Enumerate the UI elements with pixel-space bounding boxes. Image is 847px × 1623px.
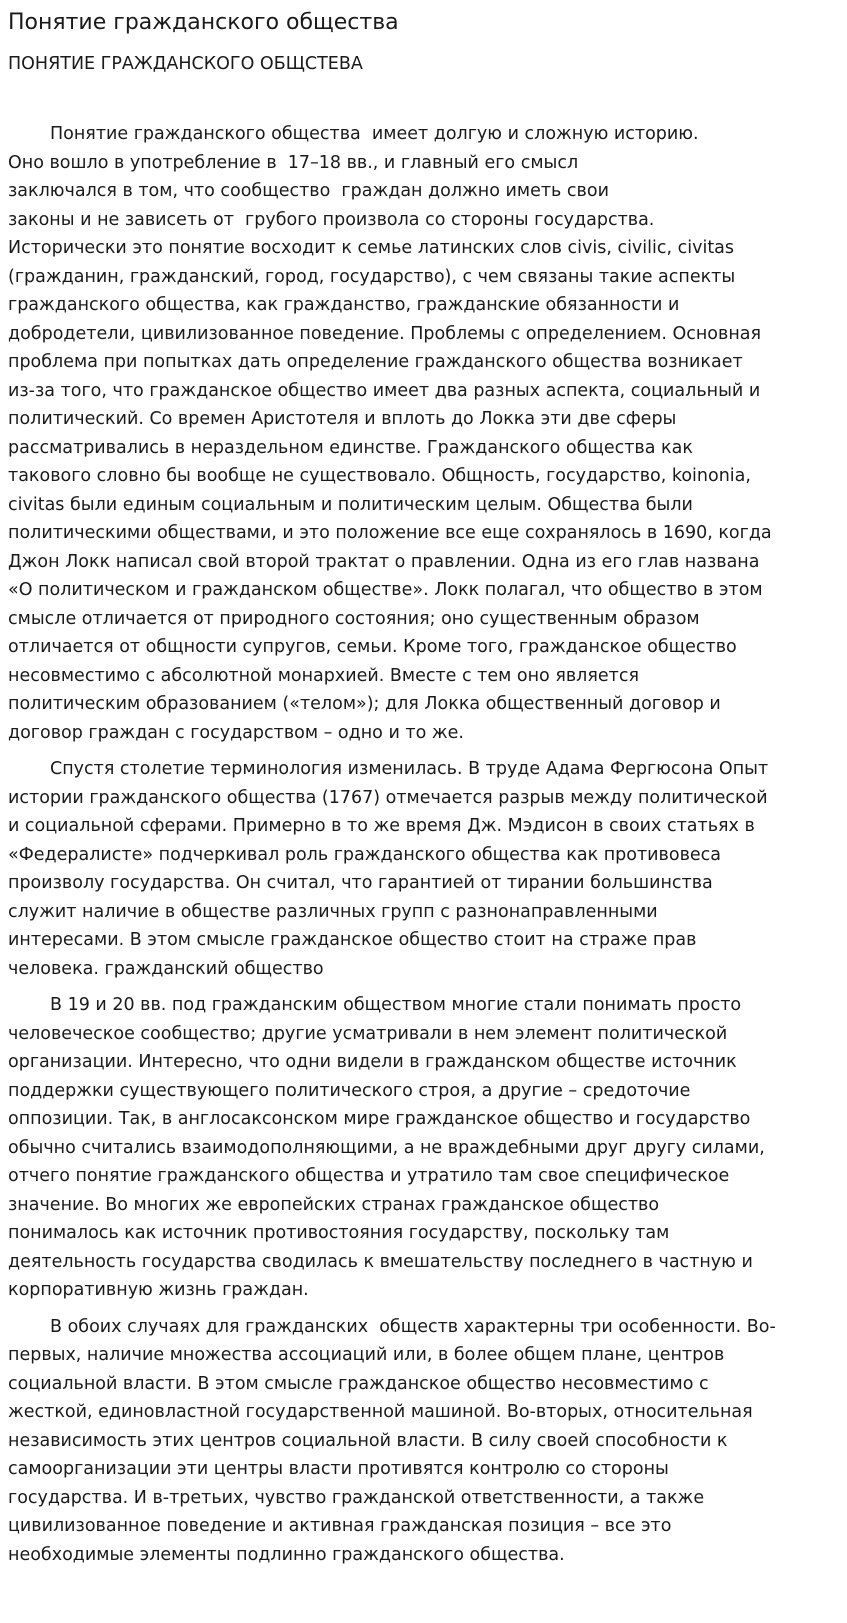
paragraph [8,120,839,747]
paragraph-line: необходимые элементы подлинно гражданского общества. [8,1544,565,1565]
paragraph-line: (гражданин, гражданский, город, государство), с чем связаны такие аспекты [8,266,736,287]
paragraph-line: civitas были единым социальным и политическим целым. Общества были [8,494,693,515]
paragraph-line: цивилизованное поведение и активная гражданская позиция – все это [8,1516,672,1536]
paragraph-line: оппозиции. Так, в англосаксонском мире гражданское общество и государство [8,1109,751,1129]
paragraph-line: истории гражданского общества (1767) отмечается разрыв между политической [8,787,768,808]
paragraph-line: Оно вошло в употребление в 17–18 вв., и главный его смысл [8,152,579,173]
paragraph-line: рассматривались в нераздельном единстве. Гражданского общества как [8,437,693,458]
paragraph-line: Спустя столетие терминология изменилась. В труде Адама Фергюсона Опыт [50,759,769,779]
paragraph-line: заключался в том, что сообщество граждан должно иметь свои [8,181,609,201]
paragraph-line: такового словно бы вообще не существовало. Общность, государство, koinonia, [8,466,751,486]
paragraph-line: проблема при попытках дать определение гражданского общества возникает [8,352,743,372]
paragraph-line: Понятие гражданского общества имеет долгую и сложную историю. [50,124,699,144]
paragraph-line: Исторически это понятие восходит к семье латинских слов civis, civilic, civitas [8,238,735,258]
paragraph-line: жесткой, единовластной государственной машиной. Во-вторых, относительная [8,1402,753,1422]
paragraph-line: договор граждан с государством – одно и то же. [8,722,464,743]
paragraph-line: самоорганизации эти центры власти противятся контролю со стороны [8,1459,669,1479]
page-title: Понятие гражданского общества [8,10,399,35]
paragraph-line: из-за того, что гражданское общество имеет два разных аспекта, социальный и [8,380,761,401]
paragraph-line: человека. гражданский общество [8,958,324,979]
paragraph-line: добродетели, цивилизованное поведение. Проблемы с определением. Основная [8,323,762,344]
paragraph-line: «О политическом и гражданском обществе». Локк полагал, что общество в этом [8,580,763,600]
paragraph-line: произволу государства. Он считал, что гарантией от тирании большинства [8,873,713,893]
paragraph-line: социальной власти. В этом смысле гражданское общество несовместимо с [8,1373,709,1394]
paragraph-line: отчего понятие гражданского общества и утратило там свое специфическое [8,1166,730,1186]
paragraph-line: значение. Во многих же европейских странах гражданское общество [8,1194,660,1215]
paragraph-line: корпоративную жизнь граждан. [8,1280,309,1300]
paragraph-line: политическим образованием («телом»); для Локка общественный договор и [8,694,721,714]
paragraph-line: В 19 и 20 вв. под гражданским обществом многие стали понимать просто [50,995,742,1015]
paragraph-line: отличается от общности супругов, семьи. Кроме того, гражданское общество [8,637,737,657]
paragraph-line: и социальной сферами. Примерно в то же время Дж. Мэдисон в своих статьях в [8,816,755,836]
paragraph [8,755,839,983]
paragraph-line: организации. Интересно, что одни видели в гражданском обществе источник [8,1052,737,1072]
paragraph-line: политический. Со времен Аристотеля и вплоть до Локка эти две сферы [8,409,677,429]
paragraph-line: интересами. В этом смысле гражданское общество стоит на страже прав [8,930,697,950]
paragraph [8,991,839,1305]
paragraph [8,1313,839,1570]
paragraph-line: служит наличие в обществе различных групп с разнонаправленными [8,901,658,922]
paragraph-line: несовместимо с абсолютной монархией. Вместе с тем оно является [8,665,639,686]
paragraph-line: понималось как источник противостояния государству, поскольку там [8,1223,670,1243]
paragraph-line: государства. И в-третьих, чувство гражданской ответственности, а также [8,1487,705,1508]
page-subtitle: ПОНЯТИЕ ГРАЖДАНСКОГО ОБЩСТЕВА [8,54,363,74]
paragraph-line: человеческое сообщество; другие усматривали в нем элемент политической [8,1023,728,1044]
paragraph-line: политическими обществами, и это положение все еще сохранялось в 1690, когда [8,523,772,543]
paragraph-line: Джон Локк написал свой второй трактат о правлении. Одна из его глав названа [8,551,760,572]
paragraph-line: поддержки существующего политического строя, а другие – средоточие [8,1080,691,1101]
paragraph-line: первых, наличие множества ассоциаций или, в более общем плане, центров [8,1345,725,1365]
paragraph-line: обычно считались взаимодополняющими, а не враждебными друг другу силами, [8,1137,765,1158]
paragraph-line: смысле отличается от природного состояния; оно существенным образом [8,608,700,629]
article-body [8,120,839,1569]
paragraph-line: законы и не зависеть от грубого произвола со стороны государства. [8,209,655,230]
paragraph-line: гражданского общества, как гражданство, гражданские обязанности и [8,295,680,315]
paragraph-line: независимость этих центров социальной власти. В силу своей способности к [8,1430,728,1451]
paragraph-line: В обоих случаях для гражданских обществ характерны три особенности. Во- [50,1316,776,1337]
paragraph-line: деятельность государства сводилась к вмешательству последнего в частную и [8,1251,753,1272]
paragraph-line: «Федералисте» подчеркивал роль гражданского общества как противовеса [8,844,721,865]
